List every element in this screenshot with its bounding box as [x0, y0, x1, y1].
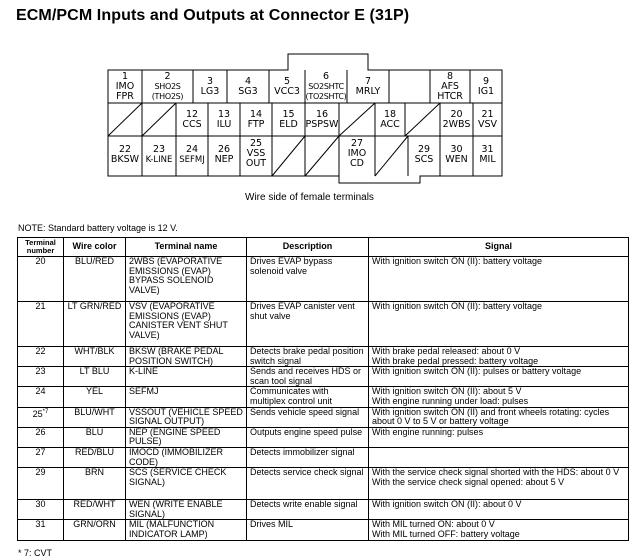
- cell-wire-color-text: RED/BLU: [74, 446, 114, 457]
- cell-terminal-name: [126, 387, 247, 407]
- terminal-number: 1: [121, 71, 129, 82]
- cell-description-text: Communicates with multiplex control unit: [250, 386, 333, 406]
- table-row: [18, 347, 629, 367]
- terminal-label: IMO FPR: [115, 81, 135, 102]
- terminal-label: SEFMJ: [179, 155, 205, 165]
- cell-description: [247, 427, 369, 447]
- cell-terminal-name-text: SCS (SERVICE CHECK SIGNAL): [129, 467, 227, 487]
- cell-description: [247, 447, 369, 467]
- terminal-label: IMO CD: [347, 148, 367, 169]
- terminal-label: VCC3: [274, 86, 300, 97]
- cell-signal: [369, 447, 629, 467]
- cell-signal-text: With ignition switch ON (II): battery voltage: [372, 256, 543, 266]
- cell-terminal-name: [126, 500, 247, 520]
- cell-terminal-name-text: K-LINE: [129, 366, 159, 377]
- cell-terminal: [18, 347, 64, 367]
- cell-description: [247, 257, 369, 302]
- terminal-number: 18: [383, 109, 397, 120]
- terminal-2: [142, 72, 193, 102]
- cell-signal-text: With engine running: pulses: [372, 426, 484, 437]
- terminal-number: 21: [481, 109, 494, 120]
- terminal-number: 29: [417, 144, 431, 155]
- cell-terminal: [18, 468, 64, 500]
- cell-description: [247, 302, 369, 347]
- cell-description: [247, 367, 369, 387]
- terminal-23: [142, 145, 176, 165]
- table-row: [18, 447, 629, 467]
- terminal-number: 3: [206, 76, 214, 87]
- header-description: Description: [247, 238, 369, 257]
- table-row: [18, 302, 629, 347]
- cell-terminal: [18, 302, 64, 347]
- cell-terminal-name: [126, 468, 247, 500]
- cell-signal-text: With ignition switch ON (II): battery voltage: [372, 301, 543, 311]
- cell-wire-color-text: BRN: [84, 467, 104, 478]
- cell-terminal-name-text: 2WBS (EVAPORATIVE EMISSIONS (EVAP) BYPASS SOLENOID VALVE): [129, 256, 223, 295]
- voltage-note: NOTE: Standard battery voltage is 12 V.: [18, 223, 178, 233]
- cell-terminal: [18, 387, 64, 407]
- header-signal: Signal: [369, 238, 629, 257]
- cell-terminal-name-text: VSSOUT (VEHICLE SPEED SIGNAL OUTPUT): [129, 406, 243, 427]
- cell-wire-color-text: LT BLU: [79, 366, 110, 377]
- cell-description-text: Detects write enable signal: [250, 499, 358, 510]
- terminal-label: ILU: [216, 119, 232, 130]
- footnote-mark: *7: [42, 408, 49, 415]
- table-row: [18, 257, 629, 302]
- table-row: [18, 520, 629, 540]
- terminal-number: 12: [185, 109, 199, 120]
- terminal-label: K-LINE: [145, 155, 173, 165]
- cell-wire-color: [64, 302, 126, 347]
- terminal-27: [339, 139, 375, 169]
- cell-description-text: Sends and receives HDS or scan tool signal: [250, 366, 362, 386]
- terminal-label: SG3: [238, 86, 258, 97]
- cell-terminal-text: 24: [35, 386, 46, 397]
- cell-wire-color: [64, 347, 126, 367]
- cell-terminal-name-text: IMOCD (IMMOBILIZER CODE): [129, 446, 223, 467]
- cell-description: [247, 347, 369, 367]
- cell-description-text: Detects immobilizer signal: [250, 446, 355, 457]
- cell-terminal-text: 30: [35, 499, 46, 510]
- terminal-label: PSPSW: [305, 119, 339, 130]
- cell-terminal: [18, 427, 64, 447]
- terminal-number: 27: [350, 138, 364, 149]
- cell-terminal: [18, 367, 64, 387]
- cell-signal: [369, 302, 629, 347]
- cell-wire-color-text: WHT/BLK: [74, 346, 115, 356]
- terminal-4: [227, 77, 269, 97]
- cell-signal-text: With MIL turned ON: about 0 V With MIL turned OFF: battery voltage: [372, 519, 520, 539]
- cell-terminal: [18, 407, 64, 427]
- cell-terminal-text: 29: [35, 467, 46, 478]
- cell-terminal: [18, 447, 64, 467]
- cell-wire-color: [64, 468, 126, 500]
- cell-signal: [369, 367, 629, 387]
- cell-wire-color: [64, 407, 126, 427]
- terminal-number: 16: [315, 109, 329, 120]
- cell-signal-text: With ignition switch ON (II) and front wheels rotating: cycles about 0 V to 5 V or battery voltage: [372, 406, 610, 427]
- terminal-number: 20: [450, 109, 463, 120]
- cell-description: [247, 500, 369, 520]
- terminal-number: 24: [185, 144, 199, 155]
- terminal-9: [470, 77, 502, 97]
- terminal-13: [208, 110, 240, 130]
- cell-terminal-name-text: VSV (EVAPORATIVE EMISSIONS (EVAP) CANISTER VENT SHUT VALVE): [129, 301, 228, 340]
- cell-terminal-name: [126, 302, 247, 347]
- terminal-26: [208, 145, 240, 165]
- terminal-15: [272, 110, 305, 130]
- cell-signal: [369, 520, 629, 540]
- cell-terminal-text: 26: [35, 426, 46, 437]
- terminal-number: 8: [446, 71, 454, 82]
- terminal-12: [176, 110, 208, 130]
- header-terminal-number: Terminal number: [18, 238, 64, 257]
- terminal-18: [375, 110, 405, 130]
- terminal-14: [240, 110, 272, 130]
- cell-description: [247, 387, 369, 407]
- cell-terminal-name-text: SEFMJ: [129, 386, 159, 397]
- cell-signal: [369, 387, 629, 407]
- cell-wire-color: [64, 447, 126, 467]
- terminal-24: [176, 145, 208, 165]
- terminal-label: CCS: [182, 119, 202, 130]
- terminal-number: 31: [481, 144, 494, 155]
- terminal-number: 2: [164, 71, 171, 82]
- terminal-number: 9: [482, 76, 490, 87]
- terminal-label: VSV: [477, 119, 498, 130]
- terminal-label: MRLY: [355, 86, 381, 97]
- cell-signal: [369, 257, 629, 302]
- terminal-number: 4: [244, 76, 252, 87]
- terminal-number: 15: [282, 109, 295, 120]
- terminal-22: [108, 145, 142, 165]
- cell-terminal-name: [126, 447, 247, 467]
- cell-terminal-text: 23: [35, 366, 46, 377]
- cell-wire-color-text: GRN/ORN: [73, 519, 116, 530]
- terminal-label: ACC: [380, 119, 400, 130]
- terminal-label: FTP: [247, 119, 265, 130]
- cell-description: [247, 468, 369, 500]
- cell-signal: [369, 347, 629, 367]
- cell-wire-color-text: YEL: [85, 386, 103, 397]
- terminal-label: SO2SHTC (TO2SHTC): [305, 82, 347, 101]
- cell-wire-color-text: BLU/RED: [74, 256, 114, 266]
- terminal-21: [473, 110, 502, 130]
- table-row: [18, 407, 629, 427]
- terminal-label: LG3: [200, 86, 220, 97]
- header-terminal-name: Terminal name: [126, 238, 247, 257]
- signal-table: [17, 237, 629, 541]
- terminal-number: 25: [249, 138, 263, 149]
- cell-terminal-name: [126, 257, 247, 302]
- cell-terminal-text: 25: [32, 408, 43, 419]
- cell-description: [247, 407, 369, 427]
- cell-wire-color-text: RED/WHT: [73, 499, 116, 510]
- cell-description-text: Detects brake pedal position switch signal: [250, 346, 364, 366]
- terminal-number: 23: [152, 144, 166, 155]
- terminal-label: ELD: [279, 119, 298, 130]
- table-row: [18, 387, 629, 407]
- terminal-30: [440, 145, 473, 165]
- cell-wire-color-text: BLU/WHT: [74, 406, 115, 417]
- cell-wire-color-text: BLU: [85, 426, 104, 437]
- cell-terminal-name: [126, 367, 247, 387]
- cell-terminal-name: [126, 347, 247, 367]
- terminal-6: [305, 72, 347, 102]
- footnote: * 7: CVT: [18, 548, 53, 558]
- connector-caption: Wire side of female terminals: [245, 192, 374, 203]
- terminal-number: 26: [217, 144, 231, 155]
- terminal-20: [440, 110, 473, 130]
- terminal-number: 22: [118, 144, 132, 155]
- terminal-label: AFS HTCR: [437, 81, 463, 102]
- cell-terminal-name: [126, 427, 247, 447]
- cell-description-text: Sends vehicle speed signal: [250, 406, 360, 417]
- header-wire-color: Wire color: [64, 238, 126, 257]
- cell-terminal-name: [126, 520, 247, 540]
- terminal-16: [305, 110, 339, 130]
- cell-wire-color: [64, 387, 126, 407]
- table-header-row: [18, 238, 629, 257]
- cell-wire-color: [64, 520, 126, 540]
- cell-signal: [369, 468, 629, 500]
- cell-wire-color: [64, 257, 126, 302]
- terminal-number: 5: [283, 76, 291, 87]
- table-row: [18, 468, 629, 500]
- cell-wire-color-text: LT GRN/RED: [67, 301, 122, 311]
- cell-terminal-text: 22: [35, 346, 46, 356]
- cell-wire-color: [64, 500, 126, 520]
- terminal-label: WEN: [445, 154, 468, 165]
- cell-terminal-text: 20: [35, 256, 46, 266]
- terminal-label: NEP: [214, 154, 234, 165]
- cell-terminal-name-text: WEN (WRITE ENABLE SIGNAL): [129, 499, 223, 519]
- terminal-1: [108, 72, 142, 102]
- cell-signal: [369, 427, 629, 447]
- cell-terminal: [18, 520, 64, 540]
- cell-description-text: Drives MIL: [250, 519, 294, 530]
- cell-signal-text: With ignition switch ON (II): about 0 V: [372, 499, 522, 510]
- cell-terminal-name-text: BKSW (BRAKE PEDAL POSITION SWITCH): [129, 346, 224, 366]
- cell-description-text: Drives EVAP bypass solenoid valve: [250, 256, 333, 276]
- cell-terminal: [18, 257, 64, 302]
- cell-signal-text: With the service check signal shorted with the HDS: about 0 V With the service check signal opened: about 5 V: [372, 467, 620, 487]
- cell-terminal-name-text: MIL (MALFUNCTION INDICATOR LAMP): [129, 519, 215, 539]
- table-row: [18, 427, 629, 447]
- terminal-number: 6: [322, 71, 330, 82]
- cell-terminal-name-text: NEP (ENGINE SPEED PULSE): [129, 426, 221, 447]
- cell-terminal-name: [126, 407, 247, 427]
- terminal-label: 2WBS: [442, 119, 471, 130]
- cell-description-text: Drives EVAP canister vent shut valve: [250, 301, 355, 321]
- terminal-number: 13: [217, 109, 231, 120]
- terminal-number: 14: [249, 109, 263, 120]
- cell-wire-color: [64, 367, 126, 387]
- cell-signal-text: With ignition switch ON (II): about 5 V With engine running under load: pulses: [372, 386, 529, 406]
- cell-description-text: Detects service check signal: [250, 467, 364, 478]
- cell-wire-color: [64, 427, 126, 447]
- page-title: ECM/PCM Inputs and Outputs at Connector E (31P): [16, 7, 410, 24]
- terminal-8: [430, 72, 470, 102]
- terminal-7: [347, 77, 389, 97]
- terminal-label: VSS OUT: [245, 148, 267, 169]
- cell-description: [247, 520, 369, 540]
- terminal-25: [240, 139, 272, 169]
- cell-signal: [369, 500, 629, 520]
- terminal-31: [473, 145, 502, 165]
- terminal-label: SCS: [414, 154, 434, 165]
- terminal-3: [193, 77, 227, 97]
- cell-signal-text: With brake pedal released: about 0 V With brake pedal pressed: battery voltage: [372, 346, 539, 366]
- table-row: [18, 500, 629, 520]
- cell-terminal: [18, 500, 64, 520]
- cell-signal-text: With ignition switch ON (II): pulses or battery voltage: [372, 366, 582, 377]
- terminal-label: SHO2S (THO2S): [151, 82, 184, 101]
- terminal-label: BKSW: [110, 154, 140, 165]
- cell-terminal-text: 27: [35, 446, 46, 457]
- terminal-number: 30: [450, 144, 463, 155]
- terminal-label: MIL: [479, 154, 496, 165]
- terminal-5: [269, 77, 305, 97]
- cell-terminal-text: 31: [35, 519, 46, 530]
- table-row: [18, 367, 629, 387]
- terminal-number: 7: [364, 76, 372, 87]
- cell-terminal-text: 21: [35, 301, 46, 311]
- cell-signal: [369, 407, 629, 427]
- cell-description-text: Outputs engine speed pulse: [250, 426, 363, 437]
- terminal-label: IG1: [477, 86, 495, 97]
- terminal-29: [408, 145, 440, 165]
